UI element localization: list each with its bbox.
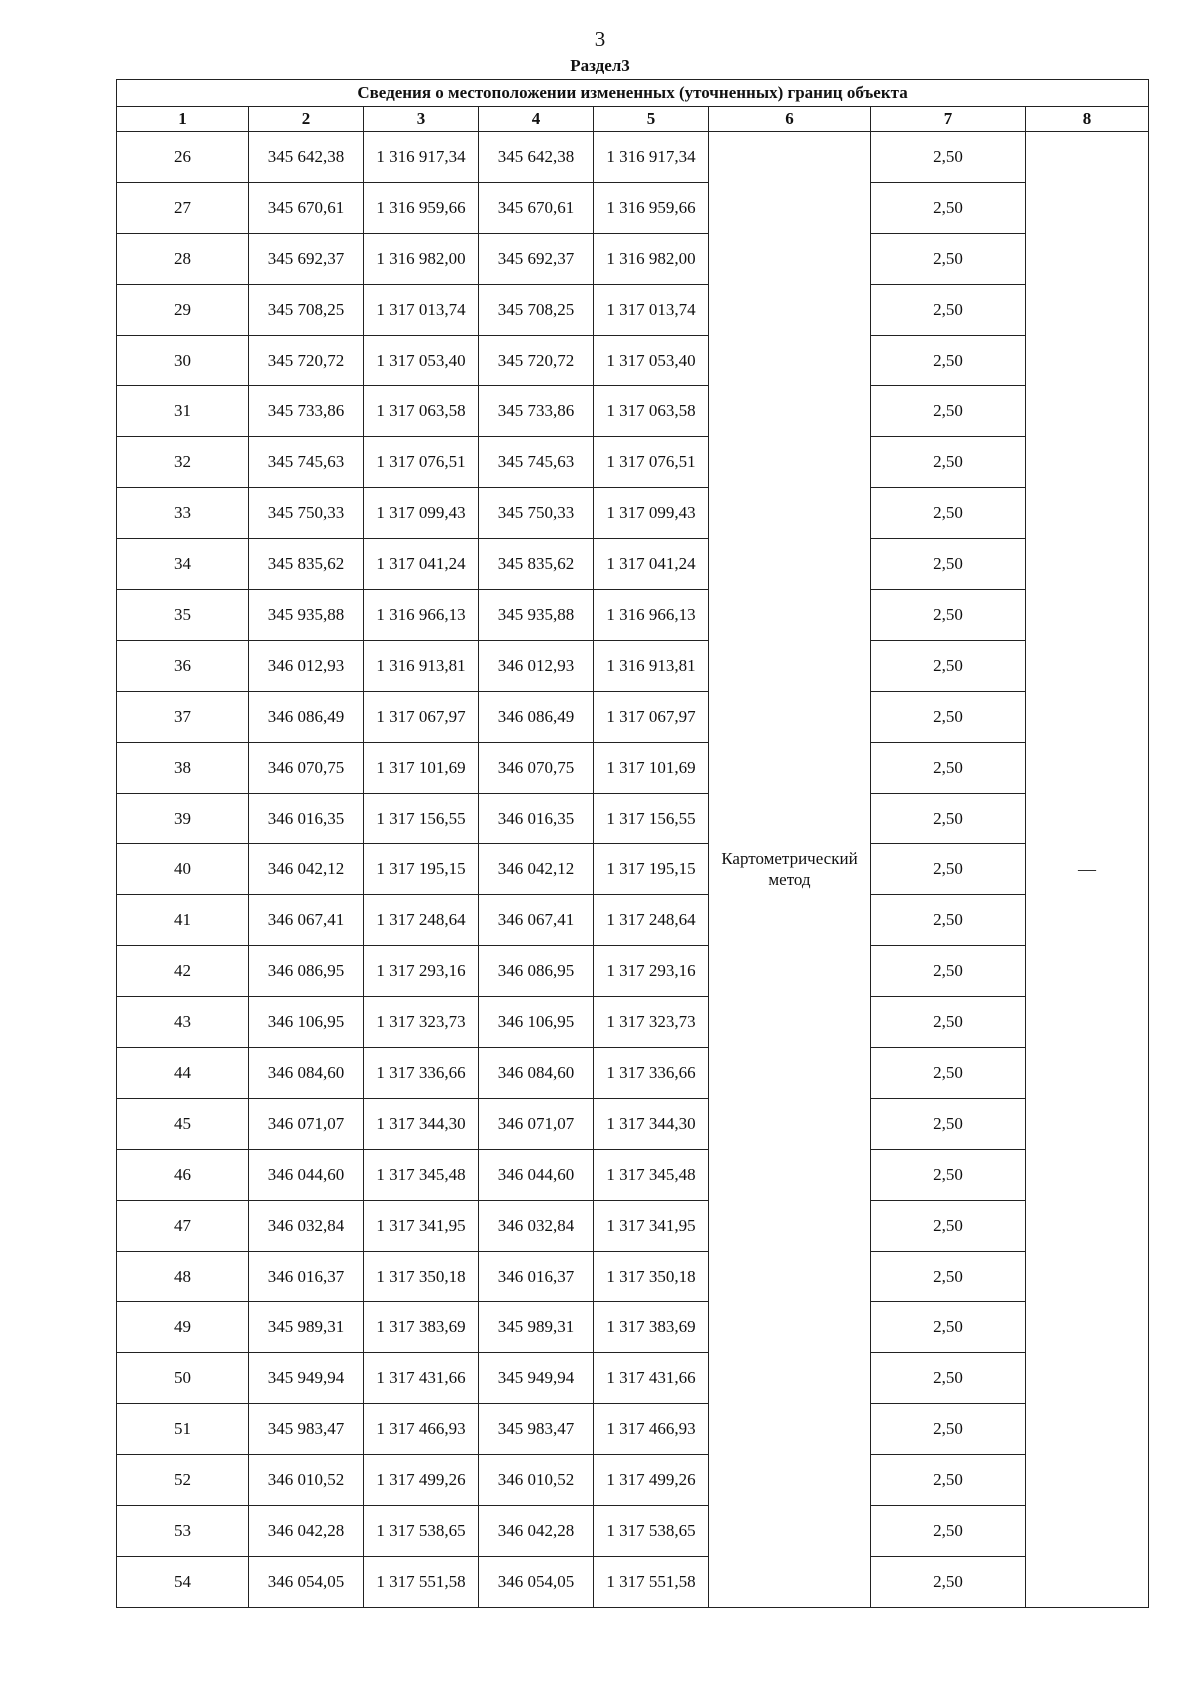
column-number: 7 bbox=[871, 107, 1026, 132]
point-number-cell: 54 bbox=[117, 1556, 249, 1607]
table-row bbox=[117, 691, 1149, 742]
accuracy-cell: 2,50 bbox=[871, 1506, 1026, 1557]
y-old-cell: 1 317 076,51 bbox=[364, 437, 479, 488]
y-old-cell: 1 317 063,58 bbox=[364, 386, 479, 437]
point-number-cell: 53 bbox=[117, 1506, 249, 1557]
x-new-cell: 346 084,60 bbox=[479, 1048, 594, 1099]
y-old-cell: 1 317 101,69 bbox=[364, 742, 479, 793]
x-old-cell: 346 071,07 bbox=[249, 1098, 364, 1149]
y-new-cell: 1 317 431,66 bbox=[594, 1353, 709, 1404]
x-new-cell: 346 071,07 bbox=[479, 1098, 594, 1149]
y-old-cell: 1 316 982,00 bbox=[364, 233, 479, 284]
accuracy-cell: 2,50 bbox=[871, 1048, 1026, 1099]
point-number-cell: 28 bbox=[117, 233, 249, 284]
x-new-cell: 345 935,88 bbox=[479, 590, 594, 641]
y-new-cell: 1 317 067,97 bbox=[594, 691, 709, 742]
x-new-cell: 346 042,12 bbox=[479, 844, 594, 895]
x-old-cell: 346 106,95 bbox=[249, 997, 364, 1048]
y-old-cell: 1 317 466,93 bbox=[364, 1404, 479, 1455]
y-new-cell: 1 317 099,43 bbox=[594, 488, 709, 539]
y-old-cell: 1 317 341,95 bbox=[364, 1200, 479, 1251]
y-old-cell: 1 317 248,64 bbox=[364, 895, 479, 946]
table-row bbox=[117, 1048, 1149, 1099]
y-old-cell: 1 317 323,73 bbox=[364, 997, 479, 1048]
x-new-cell: 345 733,86 bbox=[479, 386, 594, 437]
point-number-cell: 47 bbox=[117, 1200, 249, 1251]
x-old-cell: 346 042,28 bbox=[249, 1506, 364, 1557]
point-number-cell: 40 bbox=[117, 844, 249, 895]
y-old-cell: 1 317 013,74 bbox=[364, 284, 479, 335]
table-row bbox=[117, 1404, 1149, 1455]
table-row bbox=[117, 1353, 1149, 1404]
x-old-cell: 345 949,94 bbox=[249, 1353, 364, 1404]
accuracy-cell: 2,50 bbox=[871, 335, 1026, 386]
x-old-cell: 346 016,35 bbox=[249, 793, 364, 844]
column-number: 8 bbox=[1026, 107, 1149, 132]
point-number-cell: 34 bbox=[117, 539, 249, 590]
y-new-cell: 1 317 041,24 bbox=[594, 539, 709, 590]
point-number-cell: 26 bbox=[117, 132, 249, 183]
point-number-cell: 27 bbox=[117, 182, 249, 233]
column-number: 1 bbox=[117, 107, 249, 132]
accuracy-cell: 2,50 bbox=[871, 946, 1026, 997]
y-new-cell: 1 317 345,48 bbox=[594, 1149, 709, 1200]
x-new-cell: 346 016,35 bbox=[479, 793, 594, 844]
x-new-cell: 346 016,37 bbox=[479, 1251, 594, 1302]
point-number-cell: 37 bbox=[117, 691, 249, 742]
point-number-cell: 35 bbox=[117, 590, 249, 641]
point-number-cell: 49 bbox=[117, 1302, 249, 1353]
point-number-cell: 41 bbox=[117, 895, 249, 946]
note-cell: — bbox=[1026, 132, 1149, 1608]
y-old-cell: 1 317 053,40 bbox=[364, 335, 479, 386]
accuracy-cell: 2,50 bbox=[871, 1200, 1026, 1251]
x-old-cell: 345 642,38 bbox=[249, 132, 364, 183]
y-new-cell: 1 317 195,15 bbox=[594, 844, 709, 895]
x-old-cell: 346 054,05 bbox=[249, 1556, 364, 1607]
x-new-cell: 345 949,94 bbox=[479, 1353, 594, 1404]
y-old-cell: 1 317 383,69 bbox=[364, 1302, 479, 1353]
x-new-cell: 345 745,63 bbox=[479, 437, 594, 488]
x-old-cell: 346 086,49 bbox=[249, 691, 364, 742]
x-old-cell: 345 692,37 bbox=[249, 233, 364, 284]
y-old-cell: 1 317 538,65 bbox=[364, 1506, 479, 1557]
point-number-cell: 52 bbox=[117, 1455, 249, 1506]
column-number: 5 bbox=[594, 107, 709, 132]
accuracy-cell: 2,50 bbox=[871, 132, 1026, 183]
accuracy-cell: 2,50 bbox=[871, 997, 1026, 1048]
table-row bbox=[117, 386, 1149, 437]
column-number: 3 bbox=[364, 107, 479, 132]
y-old-cell: 1 317 551,58 bbox=[364, 1556, 479, 1607]
x-old-cell: 345 720,72 bbox=[249, 335, 364, 386]
x-new-cell: 346 086,49 bbox=[479, 691, 594, 742]
x-new-cell: 346 032,84 bbox=[479, 1200, 594, 1251]
y-new-cell: 1 317 341,95 bbox=[594, 1200, 709, 1251]
accuracy-cell: 2,50 bbox=[871, 1302, 1026, 1353]
accuracy-cell: 2,50 bbox=[871, 1556, 1026, 1607]
table-row bbox=[117, 1506, 1149, 1557]
point-number-cell: 50 bbox=[117, 1353, 249, 1404]
point-number-cell: 51 bbox=[117, 1404, 249, 1455]
x-old-cell: 345 708,25 bbox=[249, 284, 364, 335]
y-new-cell: 1 317 323,73 bbox=[594, 997, 709, 1048]
accuracy-cell: 2,50 bbox=[871, 895, 1026, 946]
y-new-cell: 1 317 013,74 bbox=[594, 284, 709, 335]
x-old-cell: 346 032,84 bbox=[249, 1200, 364, 1251]
y-new-cell: 1 317 063,58 bbox=[594, 386, 709, 437]
accuracy-cell: 2,50 bbox=[871, 1251, 1026, 1302]
y-new-cell: 1 317 499,26 bbox=[594, 1455, 709, 1506]
x-old-cell: 345 670,61 bbox=[249, 182, 364, 233]
accuracy-cell: 2,50 bbox=[871, 182, 1026, 233]
method-cell: Картометрический метод bbox=[709, 132, 871, 1608]
boundary-coordinates-table bbox=[116, 79, 1149, 1608]
point-number-cell: 39 bbox=[117, 793, 249, 844]
column-number: 4 bbox=[479, 107, 594, 132]
y-new-cell: 1 317 156,55 bbox=[594, 793, 709, 844]
y-new-cell: 1 316 959,66 bbox=[594, 182, 709, 233]
column-number: 2 bbox=[249, 107, 364, 132]
table-row bbox=[117, 1149, 1149, 1200]
accuracy-cell: 2,50 bbox=[871, 1455, 1026, 1506]
x-old-cell: 345 750,33 bbox=[249, 488, 364, 539]
table-row bbox=[117, 132, 1149, 183]
accuracy-cell: 2,50 bbox=[871, 691, 1026, 742]
y-old-cell: 1 317 344,30 bbox=[364, 1098, 479, 1149]
point-number-cell: 30 bbox=[117, 335, 249, 386]
table-row bbox=[117, 233, 1149, 284]
x-new-cell: 345 989,31 bbox=[479, 1302, 594, 1353]
accuracy-cell: 2,50 bbox=[871, 488, 1026, 539]
point-number-cell: 48 bbox=[117, 1251, 249, 1302]
point-number-cell: 46 bbox=[117, 1149, 249, 1200]
table-row bbox=[117, 590, 1149, 641]
column-number-row bbox=[117, 107, 1149, 132]
x-old-cell: 346 086,95 bbox=[249, 946, 364, 997]
table-row bbox=[117, 844, 1149, 895]
table-row bbox=[117, 335, 1149, 386]
x-new-cell: 345 708,25 bbox=[479, 284, 594, 335]
y-new-cell: 1 316 966,13 bbox=[594, 590, 709, 641]
x-old-cell: 346 042,12 bbox=[249, 844, 364, 895]
x-old-cell: 346 070,75 bbox=[249, 742, 364, 793]
table-row bbox=[117, 1200, 1149, 1251]
point-number-cell: 32 bbox=[117, 437, 249, 488]
table-row bbox=[117, 997, 1149, 1048]
table-row bbox=[117, 793, 1149, 844]
y-new-cell: 1 317 053,40 bbox=[594, 335, 709, 386]
page-number: 3 bbox=[594, 27, 606, 51]
table-row bbox=[117, 539, 1149, 590]
point-number-cell: 36 bbox=[117, 640, 249, 691]
y-new-cell: 1 317 101,69 bbox=[594, 742, 709, 793]
y-new-cell: 1 317 383,69 bbox=[594, 1302, 709, 1353]
y-new-cell: 1 317 293,16 bbox=[594, 946, 709, 997]
x-old-cell: 346 016,37 bbox=[249, 1251, 364, 1302]
accuracy-cell: 2,50 bbox=[871, 1404, 1026, 1455]
accuracy-cell: 2,50 bbox=[871, 1353, 1026, 1404]
x-new-cell: 346 070,75 bbox=[479, 742, 594, 793]
x-new-cell: 346 042,28 bbox=[479, 1506, 594, 1557]
x-new-cell: 346 086,95 bbox=[479, 946, 594, 997]
y-new-cell: 1 317 336,66 bbox=[594, 1048, 709, 1099]
point-number-cell: 45 bbox=[117, 1098, 249, 1149]
accuracy-cell: 2,50 bbox=[871, 742, 1026, 793]
table-row bbox=[117, 1455, 1149, 1506]
accuracy-cell: 2,50 bbox=[871, 1098, 1026, 1149]
x-old-cell: 346 010,52 bbox=[249, 1455, 364, 1506]
accuracy-cell: 2,50 bbox=[871, 539, 1026, 590]
table-row bbox=[117, 1556, 1149, 1607]
x-old-cell: 346 012,93 bbox=[249, 640, 364, 691]
table-row bbox=[117, 946, 1149, 997]
accuracy-cell: 2,50 bbox=[871, 437, 1026, 488]
table-row bbox=[117, 742, 1149, 793]
x-new-cell: 345 642,38 bbox=[479, 132, 594, 183]
y-new-cell: 1 317 538,65 bbox=[594, 1506, 709, 1557]
table-row bbox=[117, 182, 1149, 233]
point-number-cell: 29 bbox=[117, 284, 249, 335]
x-old-cell: 345 733,86 bbox=[249, 386, 364, 437]
accuracy-cell: 2,50 bbox=[871, 233, 1026, 284]
table-caption-row bbox=[117, 80, 1149, 107]
accuracy-cell: 2,50 bbox=[871, 640, 1026, 691]
column-number: 6 bbox=[709, 107, 871, 132]
x-new-cell: 346 012,93 bbox=[479, 640, 594, 691]
table-caption: Сведения о местоположении измененных (уточненных) границ объекта bbox=[117, 80, 1149, 107]
y-old-cell: 1 317 067,97 bbox=[364, 691, 479, 742]
table-row bbox=[117, 1251, 1149, 1302]
x-new-cell: 345 670,61 bbox=[479, 182, 594, 233]
y-new-cell: 1 317 350,18 bbox=[594, 1251, 709, 1302]
point-number-cell: 33 bbox=[117, 488, 249, 539]
accuracy-cell: 2,50 bbox=[871, 793, 1026, 844]
y-new-cell: 1 317 551,58 bbox=[594, 1556, 709, 1607]
x-old-cell: 346 084,60 bbox=[249, 1048, 364, 1099]
y-old-cell: 1 316 917,34 bbox=[364, 132, 479, 183]
y-new-cell: 1 316 913,81 bbox=[594, 640, 709, 691]
x-new-cell: 346 010,52 bbox=[479, 1455, 594, 1506]
table-row bbox=[117, 284, 1149, 335]
y-old-cell: 1 317 195,15 bbox=[364, 844, 479, 895]
x-old-cell: 345 745,63 bbox=[249, 437, 364, 488]
y-old-cell: 1 317 156,55 bbox=[364, 793, 479, 844]
y-new-cell: 1 316 982,00 bbox=[594, 233, 709, 284]
y-new-cell: 1 316 917,34 bbox=[594, 132, 709, 183]
x-old-cell: 346 067,41 bbox=[249, 895, 364, 946]
x-new-cell: 345 720,72 bbox=[479, 335, 594, 386]
table-row bbox=[117, 1302, 1149, 1353]
table-row bbox=[117, 640, 1149, 691]
y-old-cell: 1 317 041,24 bbox=[364, 539, 479, 590]
y-old-cell: 1 317 099,43 bbox=[364, 488, 479, 539]
x-old-cell: 346 044,60 bbox=[249, 1149, 364, 1200]
y-old-cell: 1 317 336,66 bbox=[364, 1048, 479, 1099]
y-new-cell: 1 317 344,30 bbox=[594, 1098, 709, 1149]
accuracy-cell: 2,50 bbox=[871, 1149, 1026, 1200]
x-new-cell: 345 692,37 bbox=[479, 233, 594, 284]
point-number-cell: 42 bbox=[117, 946, 249, 997]
accuracy-cell: 2,50 bbox=[871, 386, 1026, 437]
table-row bbox=[117, 895, 1149, 946]
y-old-cell: 1 316 959,66 bbox=[364, 182, 479, 233]
point-number-cell: 38 bbox=[117, 742, 249, 793]
table-body bbox=[117, 132, 1149, 1608]
x-new-cell: 346 106,95 bbox=[479, 997, 594, 1048]
x-new-cell: 346 044,60 bbox=[479, 1149, 594, 1200]
y-old-cell: 1 317 293,16 bbox=[364, 946, 479, 997]
accuracy-cell: 2,50 bbox=[871, 284, 1026, 335]
x-new-cell: 346 054,05 bbox=[479, 1556, 594, 1607]
y-old-cell: 1 316 913,81 bbox=[364, 640, 479, 691]
x-old-cell: 345 989,31 bbox=[249, 1302, 364, 1353]
x-new-cell: 345 983,47 bbox=[479, 1404, 594, 1455]
accuracy-cell: 2,50 bbox=[871, 844, 1026, 895]
x-old-cell: 345 983,47 bbox=[249, 1404, 364, 1455]
y-new-cell: 1 317 466,93 bbox=[594, 1404, 709, 1455]
x-new-cell: 345 750,33 bbox=[479, 488, 594, 539]
y-old-cell: 1 316 966,13 bbox=[364, 590, 479, 641]
point-number-cell: 44 bbox=[117, 1048, 249, 1099]
x-old-cell: 345 835,62 bbox=[249, 539, 364, 590]
table-row bbox=[117, 1098, 1149, 1149]
point-number-cell: 31 bbox=[117, 386, 249, 437]
accuracy-cell: 2,50 bbox=[871, 590, 1026, 641]
y-old-cell: 1 317 350,18 bbox=[364, 1251, 479, 1302]
x-new-cell: 345 835,62 bbox=[479, 539, 594, 590]
table-row bbox=[117, 488, 1149, 539]
y-old-cell: 1 317 345,48 bbox=[364, 1149, 479, 1200]
section-title: Раздел3 bbox=[570, 56, 630, 75]
point-number-cell: 43 bbox=[117, 997, 249, 1048]
x-old-cell: 345 935,88 bbox=[249, 590, 364, 641]
y-new-cell: 1 317 248,64 bbox=[594, 895, 709, 946]
y-old-cell: 1 317 431,66 bbox=[364, 1353, 479, 1404]
x-new-cell: 346 067,41 bbox=[479, 895, 594, 946]
table-row bbox=[117, 437, 1149, 488]
y-old-cell: 1 317 499,26 bbox=[364, 1455, 479, 1506]
y-new-cell: 1 317 076,51 bbox=[594, 437, 709, 488]
